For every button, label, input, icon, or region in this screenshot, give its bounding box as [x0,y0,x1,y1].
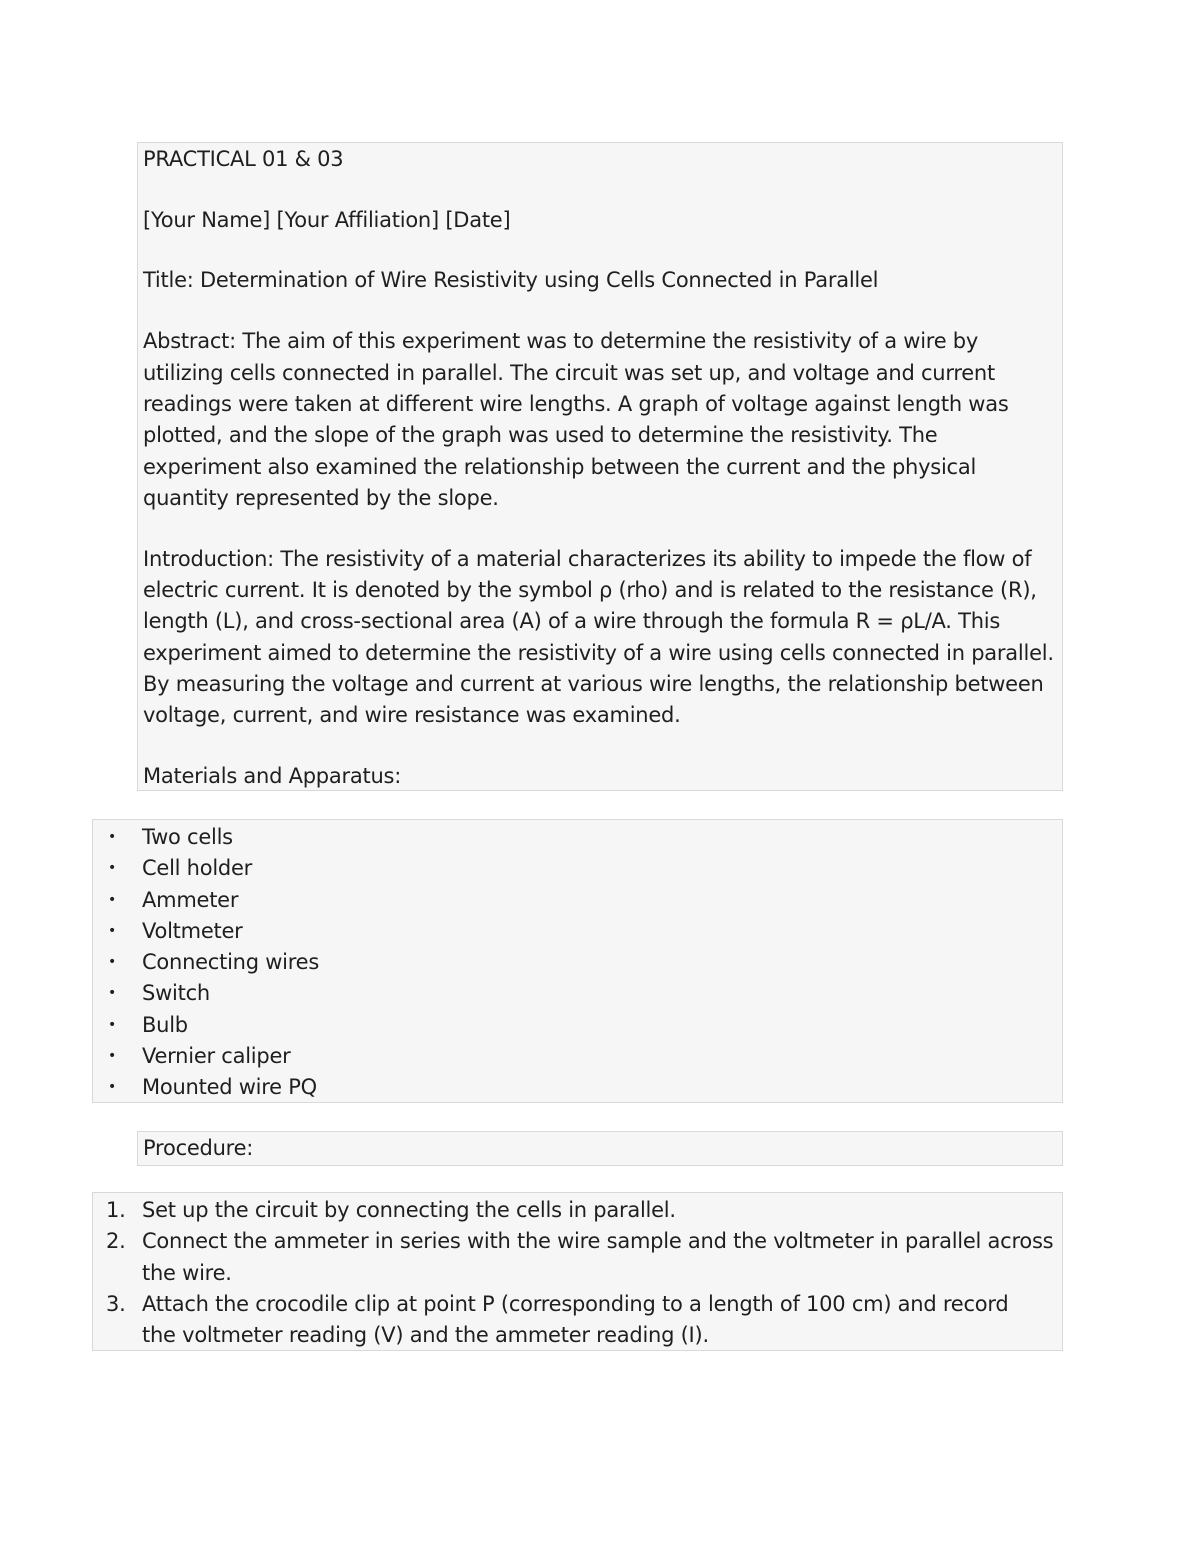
material-item-label: Switch [142,981,210,1006]
procedure-heading: Procedure: [143,1136,254,1160]
material-item-label: Voltmeter [142,918,243,943]
list-item [93,1072,1062,1103]
bullet-icon: • [108,829,117,845]
step-number: 1. [106,1198,126,1222]
author-line: [Your Name] [Your Affiliation] [Date] [143,207,511,232]
abstract-line: experiment also examined the relationship between the current and the physical [143,454,977,479]
list-item [93,1010,1062,1041]
bullet-icon: • [108,1079,117,1096]
step-text-line: Set up the circuit by connecting the cells in parallel. [142,1198,676,1222]
introduction-line: voltage, current, and wire resistance was examined. [143,703,681,728]
report-header-section [137,142,1063,791]
step-text-line: the wire. [142,1260,232,1285]
abstract-line: Abstract: The aim of this experiment was to determine the resistivity of a wire by [143,329,979,354]
list-item [93,947,1062,978]
bullet-icon: • [108,1016,117,1033]
materials-heading: Materials and Apparatus: [143,764,402,789]
bullet-icon: • [108,1048,117,1065]
abstract-line: utilizing cells connected in parallel. The circuit was set up, and voltage and current [143,360,995,385]
list-item [93,822,1062,853]
material-item-label: Ammeter [142,887,239,912]
material-item-label: Vernier caliper [142,1044,291,1069]
procedure-steps-section [92,1192,1063,1351]
procedure-heading-section [137,1131,1063,1166]
report-title: Title: Determination of Wire Resistivity using Cells Connected in Parallel [143,268,879,293]
material-item-label: Bulb [142,1012,188,1037]
bullet-icon: • [108,985,117,1002]
material-item-label: Mounted wire PQ [142,1075,317,1100]
list-item [93,885,1062,916]
bullet-icon: • [108,891,117,908]
procedure-steps-list [93,1195,1062,1351]
practical-heading: PRACTICAL 01 & 03 [143,147,344,171]
introduction-line: experiment aimed to determine the resistivity of a wire using cells connected in parallel. [143,640,1054,665]
list-item [93,1041,1062,1072]
introduction-paragraph [143,544,1062,732]
bullet-icon: • [108,954,117,971]
step-text-line: Connect the ammeter in series with the wire sample and the voltmeter in parallel across [142,1229,1054,1254]
step-number: 3. [106,1291,126,1316]
abstract-line: quantity represented by the slope. [143,485,499,510]
introduction-line: electric current. It is denoted by the symbol ρ (rho) and is related to the resistance (R), [143,578,1037,603]
step-number: 2. [106,1229,126,1254]
abstract-paragraph [143,326,1062,514]
bullet-icon: • [108,922,117,939]
introduction-line: By measuring the voltage and current at various wire lengths, the relationship between [143,671,1044,696]
bullet-icon: • [108,860,117,877]
list-item [93,916,1062,947]
step-text-line: the voltmeter reading (V) and the ammeter reading (I). [142,1323,709,1348]
materials-list [93,822,1062,1104]
introduction-line: Introduction: The resistivity of a material characterizes its ability to impede the flow of [143,546,1032,571]
abstract-line: readings were taken at different wire lengths. A graph of voltage against length was [143,391,1009,416]
materials-list-section [92,819,1063,1103]
step-text-line: Attach the crocodile clip at point P (corresponding to a length of 100 cm) and record [142,1291,1009,1316]
procedure-step [93,1289,1062,1352]
list-item [93,978,1062,1009]
material-item-label: Connecting wires [142,950,320,975]
material-item-label: Two cells [142,825,233,849]
abstract-line: plotted, and the slope of the graph was used to determine the resistivity. The [143,423,938,448]
introduction-line: length (L), and cross-sectional area (A) of a wire through the formula R = ρL/A. This [143,609,1001,634]
material-item-label: Cell holder [142,856,253,881]
procedure-step [93,1226,1062,1289]
procedure-step [93,1195,1062,1226]
list-item [93,853,1062,884]
